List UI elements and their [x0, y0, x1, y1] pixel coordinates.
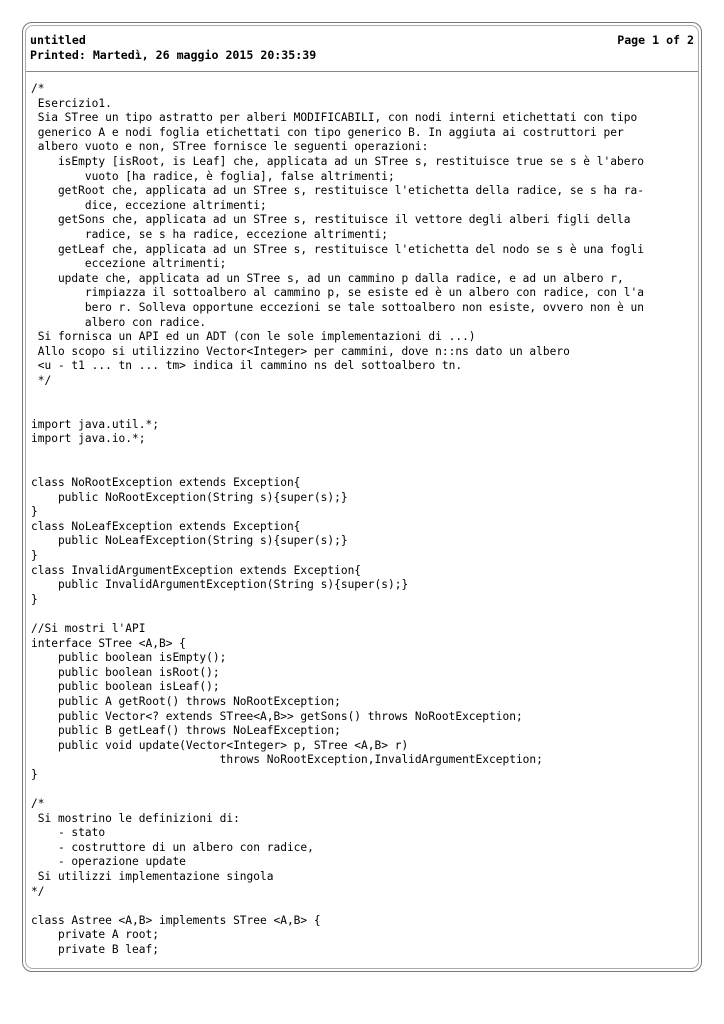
code-line: getSons che, applicata ad un STree s, restituisce il vettore degli alberi figli della [31, 213, 631, 227]
code-line: private B leaf; [31, 943, 159, 957]
code-line: } [31, 592, 38, 606]
code-line: rimpiazza il sottoalbero al cammino p, se esiste ed è un albero con radice, con l'a [31, 286, 644, 300]
code-line: - costruttore di un albero con radice, [31, 840, 314, 854]
code-line [31, 607, 695, 622]
code-line: class InvalidArgumentException extends Exception{ [31, 563, 362, 577]
code-line: - operazione update [31, 855, 186, 869]
code-line: public void update(Vector<Integer> p, STree <A,B> r) [31, 738, 409, 752]
page-indicator: Page 1 of 2 [617, 33, 694, 47]
code-line: <u - t1 ... tn ... tm> indica il cammino ns del sottoalbero tn. [31, 359, 463, 373]
code-line: throws NoRootException,InvalidArgumentException; [31, 753, 543, 767]
code-line: /* [31, 82, 45, 95]
code-line: class Astree <A,B> implements STree <A,B> { [31, 913, 321, 927]
code-line: - stato [31, 826, 106, 840]
document-title: untitled [30, 33, 86, 47]
code-line: */ [31, 373, 52, 387]
code-line: */ [31, 884, 45, 898]
code-line: radice, se s ha radice, eccezione altrimenti; [31, 227, 388, 241]
code-line: Sia STree un tipo astratto per alberi MODIFICABILI, con nodi interni etichettati con tipo [31, 111, 638, 125]
code-line: public A getRoot() throws NoRootException; [31, 694, 341, 708]
code-line: /* [31, 797, 45, 811]
code-line: interface STree <A,B> { [31, 636, 186, 650]
code-listing [31, 82, 695, 958]
code-line: Si utilizzi implementazione singola [31, 870, 274, 884]
code-line: dice, eccezione altrimenti; [31, 198, 267, 212]
code-line: Si fornisca un API ed un ADT (con le sole implementazioni di ...) [31, 330, 476, 344]
code-line: albero vuoto e non, STree fornisce le seguenti operazioni: [31, 140, 429, 154]
code-line: Allo scopo si utilizzino Vector<Integer> per cammini, dove n::ns dato un albero [31, 344, 570, 358]
code-line: Si mostrino le definizioni di: [31, 811, 240, 825]
code-line: albero con radice. [31, 315, 207, 329]
code-line [31, 403, 695, 418]
code-line: Esercizio1. [31, 96, 112, 110]
code-line: } [31, 549, 38, 562]
code-line: public B getLeaf() throws NoLeafException; [31, 724, 341, 738]
code-line: generico A e nodi foglia etichettati con tipo generico B. In aggiuta ai costruttori per [31, 125, 624, 139]
code-line: vuoto [ha radice, è foglia], false altrimenti; [31, 169, 395, 183]
header-divider [26, 71, 698, 72]
code-line [31, 783, 695, 798]
code-line: class NoLeafException extends Exception{ [31, 519, 301, 533]
code-line [31, 899, 695, 914]
code-line: update che, applicata ad un STree s, ad un cammino p dalla radice, e ad un albero r, [31, 271, 624, 285]
code-line: public boolean isRoot(); [31, 665, 220, 679]
code-line: import java.util.*; [31, 417, 159, 431]
print-header [30, 30, 694, 66]
code-line: eccezione altrimenti; [31, 257, 227, 271]
printed-date: Printed: Martedì, 26 maggio 2015 20:35:39 [30, 48, 317, 62]
code-line: public NoRootException(String s){super(s);} [31, 490, 348, 504]
code-line: bero r. Solleva opportune eccezioni se tale sottoalbero non esiste, ovvero non è un [31, 300, 644, 314]
code-line: public NoLeafException(String s){super(s);} [31, 534, 348, 548]
code-line: getRoot che, applicata ad un STree s, restituisce l'etichetta della radice, se s ha ra- [31, 184, 644, 198]
code-line: public boolean isEmpty(); [31, 651, 227, 665]
code-line: public boolean isLeaf(); [31, 680, 220, 694]
code-line: public InvalidArgumentException(String s){super(s);} [31, 578, 409, 592]
code-line: private A root; [31, 928, 159, 942]
code-line: isEmpty [isRoot, is Leaf] che, applicata ad un STree s, restituisce true se s è l'abero [31, 154, 644, 168]
code-line [31, 447, 695, 462]
code-line: //Si mostri l'API [31, 621, 146, 635]
code-line: import java.io.*; [31, 432, 146, 446]
code-line: } [31, 767, 38, 781]
code-line: public Vector<? extends STree<A,B>> getSons() throws NoRootException; [31, 709, 523, 723]
code-line: class NoRootException extends Exception{ [31, 476, 301, 490]
code-line: } [31, 505, 38, 519]
code-line [31, 461, 695, 476]
code-line: getLeaf che, applicata ad un STree s, restituisce l'etichetta del nodo se s è una fogli [31, 242, 644, 256]
code-line [31, 388, 695, 403]
